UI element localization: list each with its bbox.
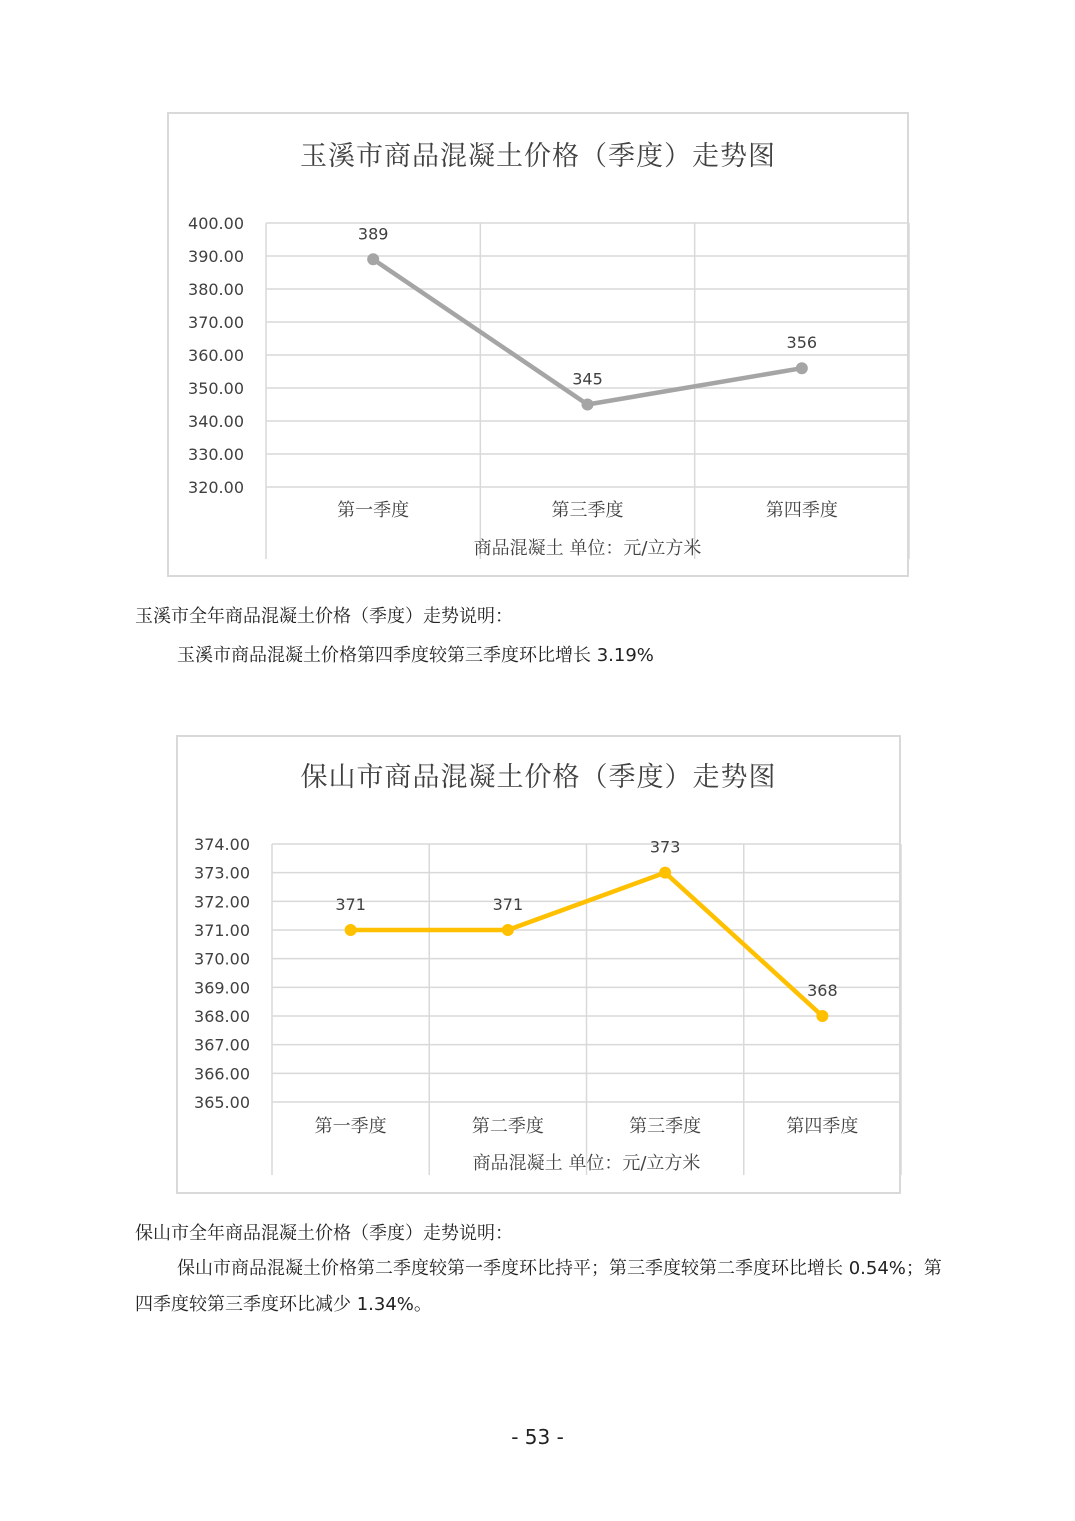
chart-title: 玉溪市商品混凝土价格（季度）走势图 — [300, 141, 776, 172]
yuxi-chart-plot — [169, 114, 911, 579]
baoshan-description-text: 保山市商品混凝土价格第二季度较第一季度环比持平；第三季度较第二季度环比增长 0.54%；第四季度较第三季度环比减少 1.34%。 — [135, 1258, 942, 1315]
y-tick-label: 373.00 — [194, 863, 250, 883]
x-category-label: 第一季度 — [337, 500, 410, 521]
data-label: 389 — [357, 224, 389, 244]
y-tick-label: 370.00 — [194, 949, 250, 969]
data-label: 368 — [807, 981, 838, 1000]
yuxi-price-chart — [167, 112, 909, 577]
y-tick-label: 380.00 — [188, 280, 244, 299]
x-category-label: 第一季度 — [314, 1116, 387, 1137]
y-tick-label: 330.00 — [188, 445, 244, 464]
x-category-label: 第三季度 — [629, 1116, 702, 1137]
y-tick-label: 400.00 — [188, 214, 244, 233]
y-tick-label: 360.00 — [188, 346, 244, 365]
data-label: 371 — [492, 895, 524, 914]
x-axis-title: 商品混凝土 单位：元/立方米 — [472, 1153, 701, 1174]
data-point — [796, 362, 808, 374]
data-point — [367, 253, 379, 265]
yuxi-description-text: 玉溪市商品混凝土价格第四季度较第三季度环比增长 3.19% — [177, 645, 654, 666]
chart-title: 保山市商品混凝土价格（季度）走势图 — [300, 762, 777, 793]
data-label: 356 — [786, 333, 818, 353]
x-axis-title: 商品混凝土 单位：元/立方米 — [473, 538, 702, 559]
y-tick-label: 371.00 — [194, 921, 250, 940]
y-tick-label: 367.00 — [194, 1035, 250, 1055]
data-point — [659, 867, 671, 879]
data-point — [345, 924, 357, 936]
y-tick-label: 370.00 — [188, 313, 244, 332]
x-category-label: 第三季度 — [551, 500, 624, 521]
y-tick-label: 340.00 — [188, 412, 244, 431]
y-tick-label: 365.00 — [194, 1093, 250, 1112]
x-category-label: 第二季度 — [471, 1116, 544, 1137]
y-tick-label: 390.00 — [188, 247, 244, 266]
page-number: - 53 - — [511, 1425, 564, 1449]
y-tick-label: 372.00 — [194, 892, 250, 912]
data-point — [816, 1010, 828, 1022]
y-tick-label: 320.00 — [188, 478, 244, 497]
y-tick-label: 350.00 — [188, 379, 244, 398]
yuxi-description-heading: 玉溪市全年商品混凝土价格（季度）走势说明： — [135, 606, 513, 627]
data-point — [582, 399, 594, 411]
data-label: 371 — [335, 895, 366, 914]
y-tick-label: 374.00 — [194, 835, 250, 854]
baoshan-price-chart — [176, 735, 901, 1194]
x-category-label: 第四季度 — [765, 500, 838, 521]
baoshan-description-heading: 保山市全年商品混凝土价格（季度）走势说明： — [135, 1223, 513, 1244]
y-tick-label: 369.00 — [194, 978, 250, 998]
data-point — [502, 924, 514, 936]
baoshan-chart-plot — [178, 737, 903, 1196]
x-category-label: 第四季度 — [786, 1116, 859, 1137]
y-tick-label: 368.00 — [194, 1007, 250, 1026]
data-label: 373 — [649, 837, 681, 857]
data-label: 345 — [572, 369, 603, 389]
y-tick-label: 366.00 — [194, 1064, 250, 1084]
